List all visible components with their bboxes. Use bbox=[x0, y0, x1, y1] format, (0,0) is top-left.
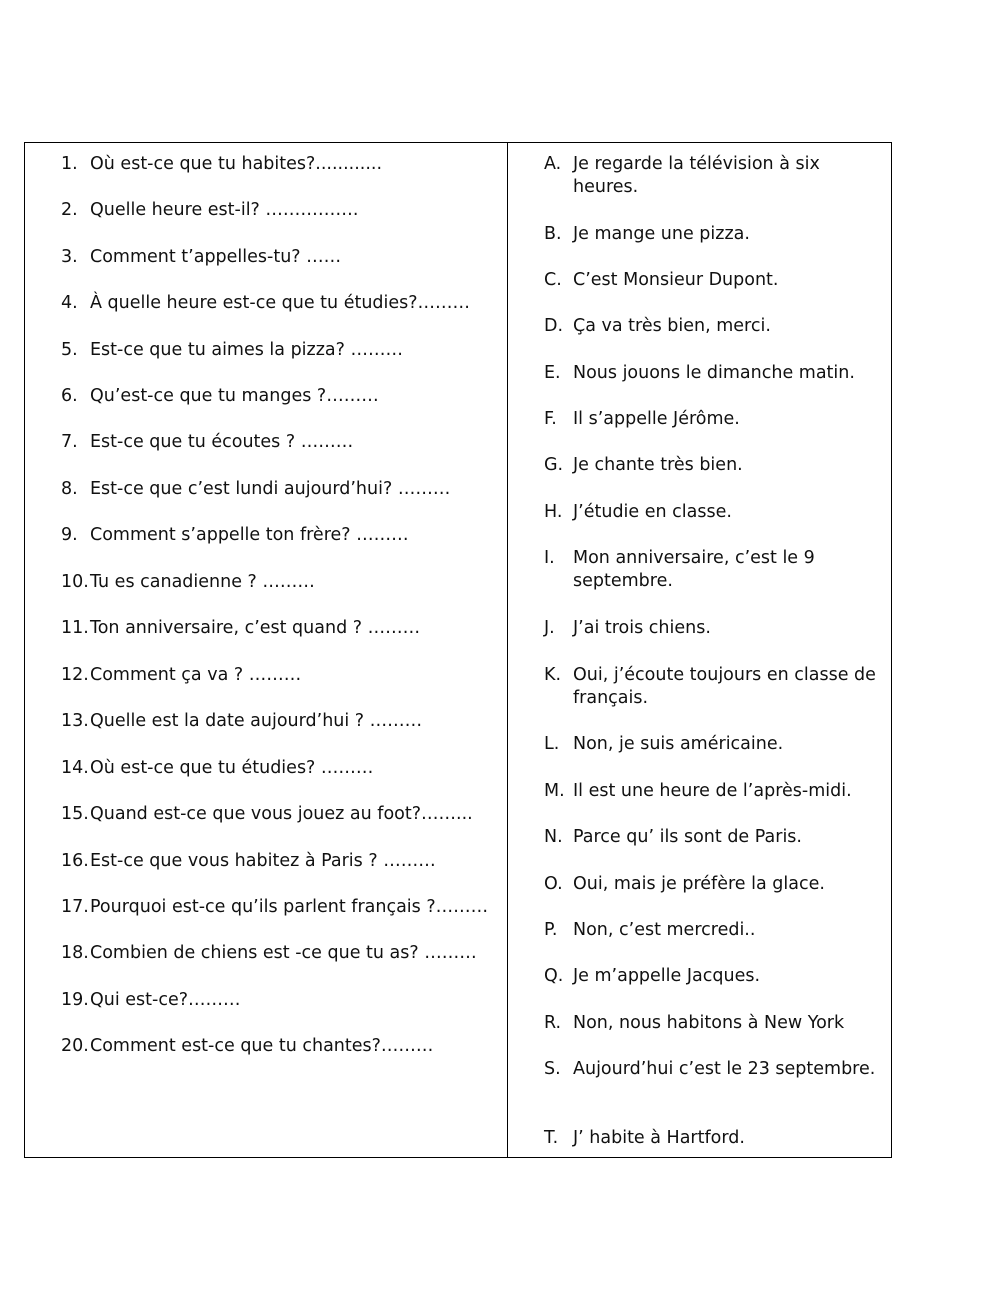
answer-letter: J. bbox=[544, 618, 555, 638]
answer-letter: O. bbox=[544, 874, 563, 894]
question-text: Est-ce que tu écoutes ? ……… bbox=[90, 432, 354, 452]
answer-item bbox=[544, 919, 889, 942]
answer-text: Nous jouons le dimanche matin. bbox=[573, 363, 855, 383]
answer-text: Je mange une pizza. bbox=[573, 224, 750, 244]
question-text: Combien de chiens est -ce que tu as? ……… bbox=[90, 943, 477, 963]
answer-text: Parce qu’ ils sont de Paris. bbox=[573, 827, 802, 847]
answer-item bbox=[544, 826, 889, 849]
question-text: À quelle heure est-ce que tu étudies?……… bbox=[90, 293, 471, 313]
answer-letter: T. bbox=[544, 1128, 559, 1148]
matching-worksheet bbox=[24, 142, 892, 1158]
answer-text: J’ai trois chiens. bbox=[573, 618, 711, 638]
question-text: Quand est-ce que vous jouez au foot?……... bbox=[90, 804, 473, 824]
answer-letter: D. bbox=[544, 316, 564, 336]
question-item bbox=[61, 385, 505, 408]
question-text: Où est-ce que tu étudies? ……… bbox=[90, 758, 374, 778]
question-number: 14. bbox=[61, 758, 89, 778]
answer-item bbox=[544, 617, 889, 640]
question-number: 3. bbox=[61, 247, 78, 267]
question-number: 17. bbox=[61, 897, 89, 917]
answer-text: J’ habite à Hartford. bbox=[573, 1128, 745, 1148]
question-item bbox=[61, 246, 505, 269]
question-number: 11. bbox=[61, 618, 89, 638]
answer-letter: G. bbox=[544, 455, 564, 475]
answer-text: Je regarde la télévision à six heures. bbox=[573, 154, 820, 197]
question-item bbox=[61, 153, 505, 176]
answer-item bbox=[544, 454, 889, 477]
question-text: Quelle heure est-il? ……………. bbox=[90, 200, 359, 220]
answer-item bbox=[544, 1127, 889, 1150]
question-item bbox=[61, 339, 505, 362]
question-item bbox=[61, 571, 505, 594]
question-text: Pourquoi est-ce qu’ils parlent français ?……… bbox=[90, 897, 489, 917]
answer-text: Aujourd’hui c’est le 23 septembre. bbox=[573, 1059, 876, 1079]
question-number: 10. bbox=[61, 572, 89, 592]
answer-letter: F. bbox=[544, 409, 557, 429]
question-number: 12. bbox=[61, 665, 89, 685]
answer-item bbox=[544, 153, 889, 199]
question-text: Qui est-ce?……… bbox=[90, 990, 241, 1010]
answer-item bbox=[544, 362, 889, 385]
question-number: 9. bbox=[61, 525, 78, 545]
answer-text: Je chante très bien. bbox=[573, 455, 743, 475]
answer-letter: C. bbox=[544, 270, 562, 290]
question-number: 18. bbox=[61, 943, 89, 963]
answer-letter: K. bbox=[544, 665, 562, 685]
question-number: 1. bbox=[61, 154, 78, 174]
answer-text: Oui, j’écoute toujours en classe de français. bbox=[573, 665, 876, 708]
question-item bbox=[61, 850, 505, 873]
question-item bbox=[61, 478, 505, 501]
answer-item bbox=[544, 547, 889, 593]
question-item bbox=[61, 199, 505, 222]
answer-text: Ça va très bien, merci. bbox=[573, 316, 771, 336]
question-item bbox=[61, 757, 505, 780]
answer-item bbox=[544, 1058, 889, 1081]
answer-text: Non, je suis américaine. bbox=[573, 734, 784, 754]
answer-text: Non, nous habitons à New York bbox=[573, 1013, 845, 1033]
question-number: 7. bbox=[61, 432, 78, 452]
question-item bbox=[61, 942, 505, 965]
answer-text: Il s’appelle Jérôme. bbox=[573, 409, 740, 429]
answer-text: Non, c’est mercredi.. bbox=[573, 920, 756, 940]
answer-item bbox=[544, 315, 889, 338]
question-text: Est-ce que c’est lundi aujourd’hui? ……… bbox=[90, 479, 451, 499]
question-item bbox=[61, 524, 505, 547]
answer-item bbox=[544, 780, 889, 803]
question-number: 16. bbox=[61, 851, 89, 871]
column-divider bbox=[507, 143, 508, 1157]
answer-item bbox=[544, 1012, 889, 1035]
question-item bbox=[61, 710, 505, 733]
answer-text: Oui, mais je préfère la glace. bbox=[573, 874, 825, 894]
answer-item bbox=[544, 408, 889, 431]
question-text: Comment ça va ? ……… bbox=[90, 665, 302, 685]
answer-letter: E. bbox=[544, 363, 561, 383]
question-item bbox=[61, 431, 505, 454]
question-item bbox=[61, 664, 505, 687]
answer-letter: L. bbox=[544, 734, 560, 754]
question-text: Comment s’appelle ton frère? ……… bbox=[90, 525, 409, 545]
answer-item bbox=[544, 733, 889, 756]
answer-letter: Q. bbox=[544, 966, 564, 986]
question-text: Est-ce que vous habitez à Paris ? ……… bbox=[90, 851, 436, 871]
question-item bbox=[61, 989, 505, 1012]
question-text: Comment est-ce que tu chantes?……… bbox=[90, 1036, 434, 1056]
question-item bbox=[61, 803, 505, 826]
question-number: 19. bbox=[61, 990, 89, 1010]
answer-item bbox=[544, 664, 889, 710]
answer-letter: S. bbox=[544, 1059, 561, 1079]
answer-letter: B. bbox=[544, 224, 562, 244]
question-text: Comment t’appelles-tu? …… bbox=[90, 247, 342, 267]
answer-letter: R. bbox=[544, 1013, 562, 1033]
answer-letter: H. bbox=[544, 502, 563, 522]
question-number: 5. bbox=[61, 340, 78, 360]
answer-item bbox=[544, 269, 889, 292]
answer-item bbox=[544, 223, 889, 246]
question-item bbox=[61, 1035, 505, 1058]
question-item bbox=[61, 617, 505, 640]
answer-letter: N. bbox=[544, 827, 563, 847]
answer-text: Il est une heure de l’après-midi. bbox=[573, 781, 852, 801]
answer-text: Mon anniversaire, c’est le 9 septembre. bbox=[573, 548, 815, 591]
question-number: 8. bbox=[61, 479, 78, 499]
answer-text: J’étudie en classe. bbox=[573, 502, 732, 522]
question-number: 6. bbox=[61, 386, 78, 406]
question-text: Tu es canadienne ? ……… bbox=[90, 572, 315, 592]
answer-letter: A. bbox=[544, 154, 562, 174]
question-number: 2. bbox=[61, 200, 78, 220]
question-number: 15. bbox=[61, 804, 89, 824]
question-text: Qu’est-ce que tu manges ?……… bbox=[90, 386, 379, 406]
answer-letter: I. bbox=[544, 548, 555, 568]
question-item bbox=[61, 896, 505, 919]
question-text: Ton anniversaire, c’est quand ? ……… bbox=[90, 618, 421, 638]
answer-text: C’est Monsieur Dupont. bbox=[573, 270, 779, 290]
question-item bbox=[61, 292, 505, 315]
question-number: 13. bbox=[61, 711, 89, 731]
question-number: 20. bbox=[61, 1036, 89, 1056]
question-number: 4. bbox=[61, 293, 78, 313]
question-text: Quelle est la date aujourd’hui ? ……… bbox=[90, 711, 423, 731]
question-text: Est-ce que tu aimes la pizza? ……… bbox=[90, 340, 403, 360]
answer-text: Je m’appelle Jacques. bbox=[573, 966, 761, 986]
question-text: Où est-ce que tu habites?............ bbox=[90, 154, 383, 174]
answer-item bbox=[544, 501, 889, 524]
answer-item bbox=[544, 873, 889, 896]
answer-letter: M. bbox=[544, 781, 565, 801]
answer-item bbox=[544, 965, 889, 988]
answer-letter: P. bbox=[544, 920, 558, 940]
